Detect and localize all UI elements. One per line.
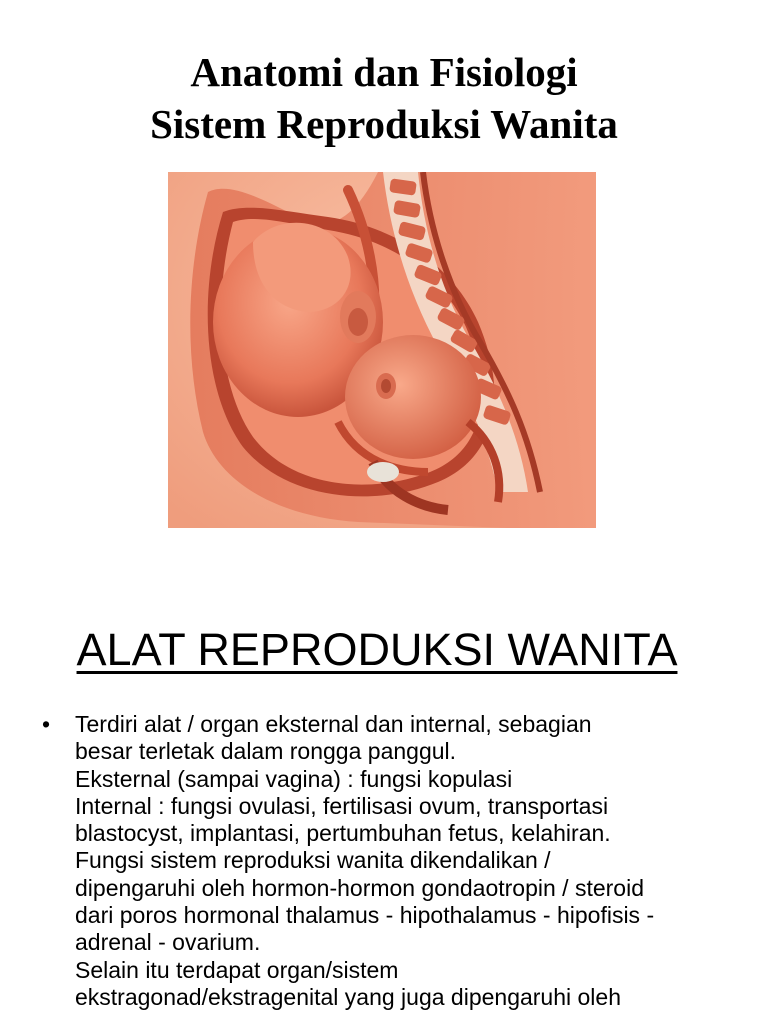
- bullet-line: Terdiri alat / organ eksternal dan internal, sebagian: [75, 711, 592, 737]
- bullet-line: Eksternal (sampai vagina) : fungsi kopulasi: [75, 765, 513, 792]
- bullet-icon: •: [42, 711, 51, 737]
- bullet-line: Selain itu terdapat organ/sistem: [75, 956, 399, 983]
- bullet-line: ekstragonad/ekstragenital yang juga dipengaruhi oleh: [75, 983, 622, 1010]
- title-line-2: Sistem Reproduksi Wanita: [150, 101, 618, 147]
- title-line-1: Anatomi dan Fisiologi: [190, 49, 578, 95]
- bullet-list: [42, 711, 742, 1011]
- bullet-line: dari poros hormonal thalamus - hipothalamus - hipofisis -: [75, 902, 655, 929]
- bullet-line: dipengaruhi oleh hormon-hormon gondaotropin / steroid: [75, 874, 644, 901]
- bullet-line: Fungsi sistem reproduksi wanita dikendalikan /: [75, 847, 551, 874]
- bullet-line: besar terletak dalam rongga panggul.: [75, 738, 457, 765]
- fetus-in-womb-illustration: [168, 172, 596, 528]
- slide-title: [0, 46, 768, 150]
- bullet-line: adrenal - ovarium.: [75, 929, 261, 956]
- bullet-line: Internal : fungsi ovulasi, fertilisasi ovum, transportasi: [75, 792, 609, 819]
- bullet-text: [75, 711, 742, 1011]
- fetus-anatomy-image: [168, 172, 596, 528]
- section-heading: ALAT REPRODUKSI WANITA: [76, 624, 678, 675]
- bullet-line: blastocyst, implantasi, pertumbuhan fetus, kelahiran.: [75, 820, 611, 847]
